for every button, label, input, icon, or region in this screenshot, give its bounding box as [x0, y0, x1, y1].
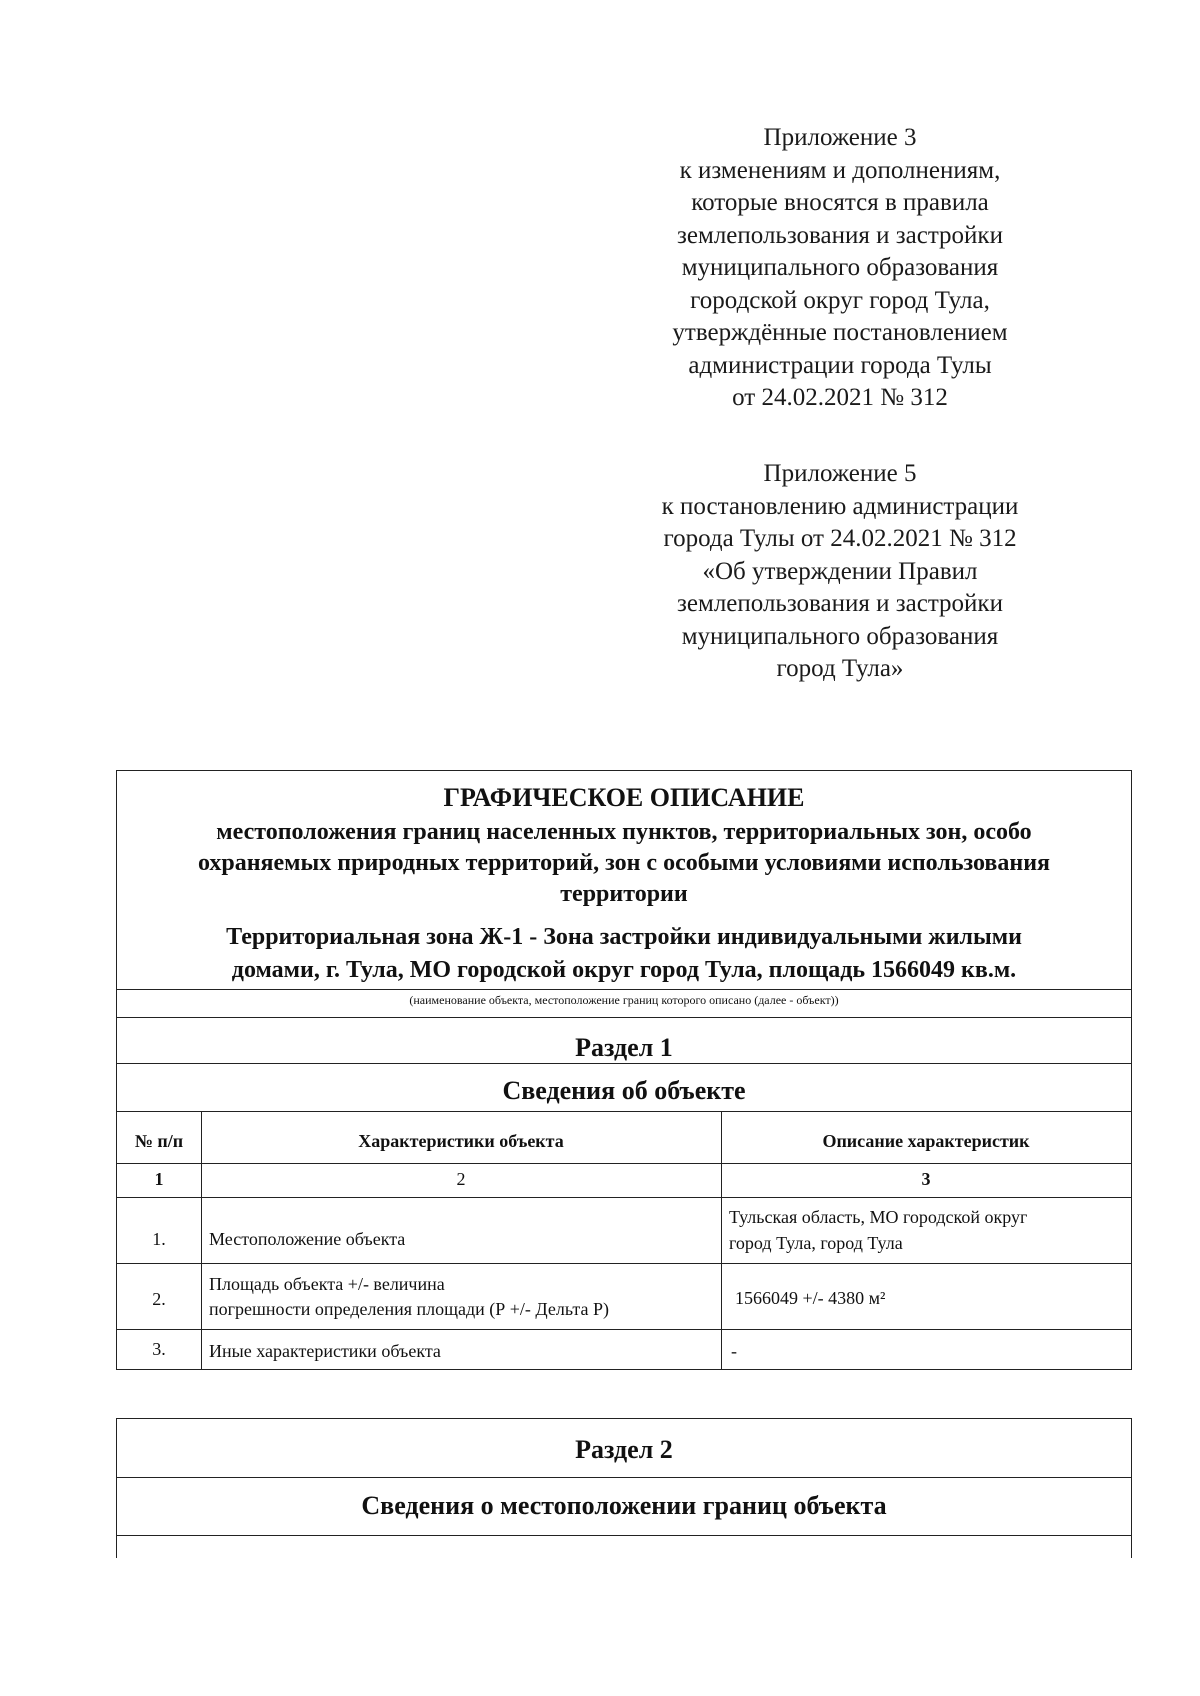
column-header-number: № п/п [134, 1131, 184, 1151]
column-header-description: Описание характеристик [822, 1131, 1030, 1151]
appendix-5-line: города Тулы от 24.02.2021 № 312 [663, 525, 1017, 552]
section-2-subheading: Сведения о местоположении границ объекта [361, 1491, 887, 1520]
column-number: 1 [154, 1169, 164, 1189]
row-description: Тульская область, МО городской округ [729, 1207, 1028, 1227]
object-note: (наименование объекта, местоположение границ которого описано (далее - объект)) [409, 993, 839, 1007]
appendix-3-line: от 24.02.2021 № 312 [732, 384, 948, 411]
graphic-description-table [116, 770, 1132, 1370]
section-1-subheading: Сведения об объекте [502, 1076, 746, 1105]
appendix-5-line: к постановлению администрации [661, 492, 1019, 520]
section-1-heading: Раздел 1 [575, 1033, 673, 1062]
divider [117, 1017, 1131, 1018]
appendix-3-line: к изменениям и дополнениям, [679, 156, 1001, 184]
zone-line: Территориальная зона Ж-1 - Зона застройки индивидуальными жилыми [226, 924, 1022, 950]
appendix-3-line: утверждённые постановлением [672, 319, 1008, 346]
row-characteristic: погрешности определения площади (Р +/- Дельта Р) [209, 1299, 609, 1319]
section-2-heading: Раздел 2 [575, 1435, 673, 1464]
subtitle-line: территории [560, 881, 688, 907]
appendix-3-line: Приложение 3 [763, 124, 917, 151]
appendix-5-line: муниципального образования [681, 622, 999, 650]
divider [117, 1163, 1131, 1164]
row-number: 1. [152, 1229, 166, 1249]
column-header-characteristics: Характеристики объекта [358, 1131, 564, 1151]
zone-line: домами, г. Тула, МО городской округ город Тула, площадь 1566049 кв.м. [231, 957, 1017, 983]
document-title: ГРАФИЧЕСКОЕ ОПИСАНИЕ [443, 783, 805, 812]
row-characteristic: Местоположение объекта [209, 1229, 406, 1249]
appendix-3-block [620, 122, 1060, 415]
row-description: город Тула, город Тула [729, 1233, 903, 1253]
column-number: 2 [456, 1169, 466, 1189]
section-2-table [116, 1418, 1132, 1558]
divider [117, 1477, 1131, 1478]
row-number: 3. [152, 1339, 166, 1359]
appendix-3-line: которые вносятся в правила [691, 189, 989, 216]
divider [117, 1111, 1131, 1112]
subtitle-line: местоположения границ населенных пунктов, территориальных зон, особо [216, 819, 1032, 845]
divider [117, 1263, 1131, 1264]
divider [117, 989, 1131, 990]
appendix-3-line: администрации города Тулы [688, 351, 992, 379]
appendix-5-line: Приложение 5 [763, 460, 917, 487]
row-description: - [731, 1341, 737, 1361]
row-characteristic: Площадь объекта +/- величина [209, 1274, 445, 1294]
column-number: 3 [921, 1169, 931, 1189]
divider [117, 1329, 1131, 1330]
divider [117, 1063, 1131, 1064]
divider [117, 1197, 1131, 1198]
appendix-5-line: город Тула» [776, 655, 904, 682]
appendix-5-line: «Об утверждении Правил [702, 557, 978, 585]
appendix-5-block [620, 458, 1060, 686]
subtitle-line: охраняемых природных территорий, зон с особыми условиями использования [197, 850, 1051, 876]
divider [117, 1535, 1131, 1536]
appendix-5-line: землепользования и застройки [677, 590, 1003, 617]
row-number: 2. [152, 1289, 166, 1309]
appendix-3-line: городской округ город Тула, [690, 286, 990, 314]
appendix-3-line: муниципального образования [681, 254, 999, 281]
row-characteristic: Иные характеристики объекта [209, 1341, 441, 1361]
appendix-3-line: землепользования и застройки [677, 221, 1003, 249]
row-description: 1566049 +/- 4380 м² [735, 1288, 886, 1308]
